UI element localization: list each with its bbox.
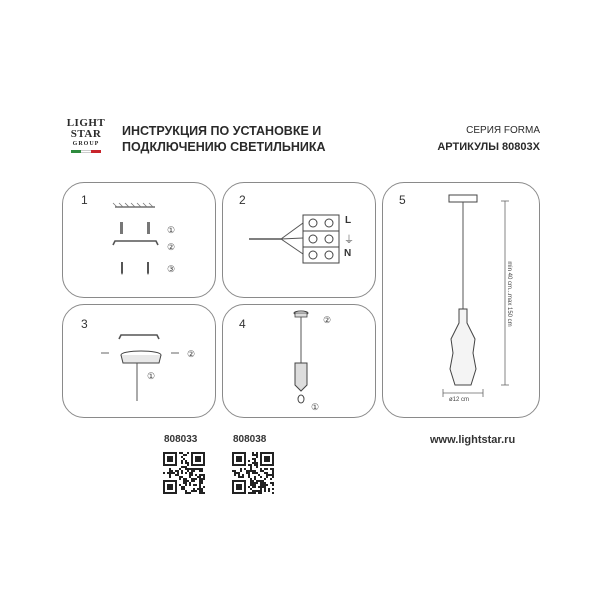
- step-1-callout-2: ②: [167, 242, 176, 252]
- step-1-panel: [62, 182, 216, 298]
- lightstar-logo: [64, 118, 108, 168]
- step-5-number: 5: [399, 193, 406, 207]
- step-3-callout-1: ①: [147, 371, 156, 381]
- step-1-number: 1: [81, 193, 88, 207]
- series-label: СЕРИЯ FORMA: [466, 125, 540, 136]
- qr-code-808038-icon: [232, 452, 274, 494]
- step-4-number: 4: [239, 317, 246, 331]
- wire-label-n: N: [344, 248, 352, 259]
- step-4-callout-2: ②: [323, 315, 332, 325]
- step-4-diagram: [223, 305, 375, 417]
- step-1-diagram: [63, 183, 215, 297]
- wire-label-l: L: [345, 215, 352, 226]
- article-code-808038: 808038: [233, 434, 267, 445]
- dimension-drawing: [383, 183, 539, 417]
- document-title: [122, 123, 362, 155]
- step-3-number: 3: [81, 317, 88, 331]
- height-dimension-label: min 40 cm...max 150 cm: [506, 261, 512, 327]
- step-4-panel: [222, 304, 376, 418]
- title-line-2: ПОДКЛЮЧЕНИЮ СВЕТИЛЬНИКА: [122, 140, 326, 154]
- diameter-label: ø12 cm: [449, 397, 470, 403]
- qr-code-808033-icon: [163, 452, 205, 494]
- step-1-callout-3: ③: [167, 264, 176, 274]
- step-3-panel: [62, 304, 216, 418]
- website-link[interactable]: www.lightstar.ru: [430, 434, 516, 446]
- logo-line-3: GROUP: [72, 141, 100, 147]
- step-2-number: 2: [239, 193, 246, 207]
- logo-line-2: STAR: [70, 128, 102, 140]
- italian-flag-icon: [71, 150, 101, 153]
- step-3-callout-2: ②: [187, 349, 196, 359]
- article-code-808033: 808033: [164, 434, 198, 445]
- terminal-block-icon: [303, 215, 339, 263]
- wire-label-earth: ⏚: [344, 235, 354, 246]
- logo-line-1: LIGHT: [66, 117, 106, 129]
- step-2-panel: [222, 182, 376, 298]
- step-1-callout-1: ①: [167, 225, 176, 235]
- step-5-panel: [382, 182, 540, 418]
- step-3-diagram: [63, 305, 215, 417]
- articles-label: АРТИКУЛЫ 80803X: [437, 141, 540, 153]
- step-4-callout-1: ①: [311, 402, 320, 412]
- title-line-1: ИНСТРУКЦИЯ ПО УСТАНОВКЕ И: [122, 124, 322, 138]
- product-heading: [410, 123, 540, 155]
